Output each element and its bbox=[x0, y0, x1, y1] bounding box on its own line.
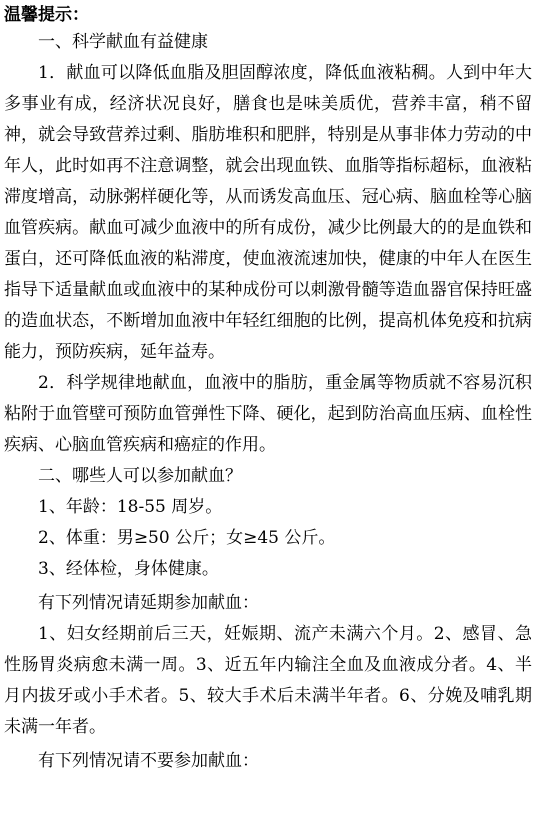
notice-title: 温馨提示： bbox=[4, 5, 89, 25]
section-1-paragraph-1: 1．献血可以降低血脂及胆固醇浓度，降低血液粘稠。人到中年大多事业有成，经济状况良好，膳食也是味美质优，营养丰富，稍不留神，就会导致营养过剩、脂肪堆积和肥胖，特别是从事非体力劳动的中年人，此时如再不注意调整，就会出现血铁、血脂等指标超标，血液粘滞度增高，动脉粥样硬化等，从而诱发高血压、冠心病、脑血栓等心脑血管疾病。献血可减少血液中的所有成份，减少比例最大的的是血铁和蛋白，还可降低血液的粘滞度，使血液流速加快，健康的中年人在医生指导下适量献血或血液中的某种成份可以刺激骨髓等造血器官保持旺盛的造血状态，不断增加血液中年轻红细胞的比例，提高机体免疫和抗病能力，预防疾病，延年益寿。 bbox=[4, 63, 532, 362]
requirement-weight: 2、体重：男≥50 公斤；女≥45 公斤。 bbox=[38, 528, 336, 548]
defer-conditions-list: 1、妇女经期前后三天，妊娠期、流产未满六个月。2、感冒、急性肠胃炎病愈未满一周。3、近五年内输注全血及血液成分者。4、半月内拔牙或小手术者。5、较大手术后未满半年者。6、分娩及哺乳期未满一年者。 bbox=[4, 624, 532, 737]
requirement-age: 1、年龄：18-55 周岁。 bbox=[38, 497, 223, 517]
defer-heading: 有下列情况请延期参加献血： bbox=[38, 593, 259, 613]
exclusion-heading: 有下列情况请不要参加献血： bbox=[38, 751, 259, 771]
section-1-paragraph-2: 2．科学规律地献血，血液中的脂肪，重金属等物质就不容易沉积粘附于血管壁可预防血管弹性下降、硬化，起到防治高血压病、血栓性疾病、心脑血管疾病和癌症的作用。 bbox=[4, 373, 532, 455]
section-1-heading: 一、科学献血有益健康 bbox=[38, 32, 208, 52]
section-2-heading: 二、哪些人可以参加献血？ bbox=[38, 466, 242, 486]
document-page bbox=[0, 3, 556, 835]
requirement-health: 3、经体检，身体健康。 bbox=[38, 559, 219, 579]
